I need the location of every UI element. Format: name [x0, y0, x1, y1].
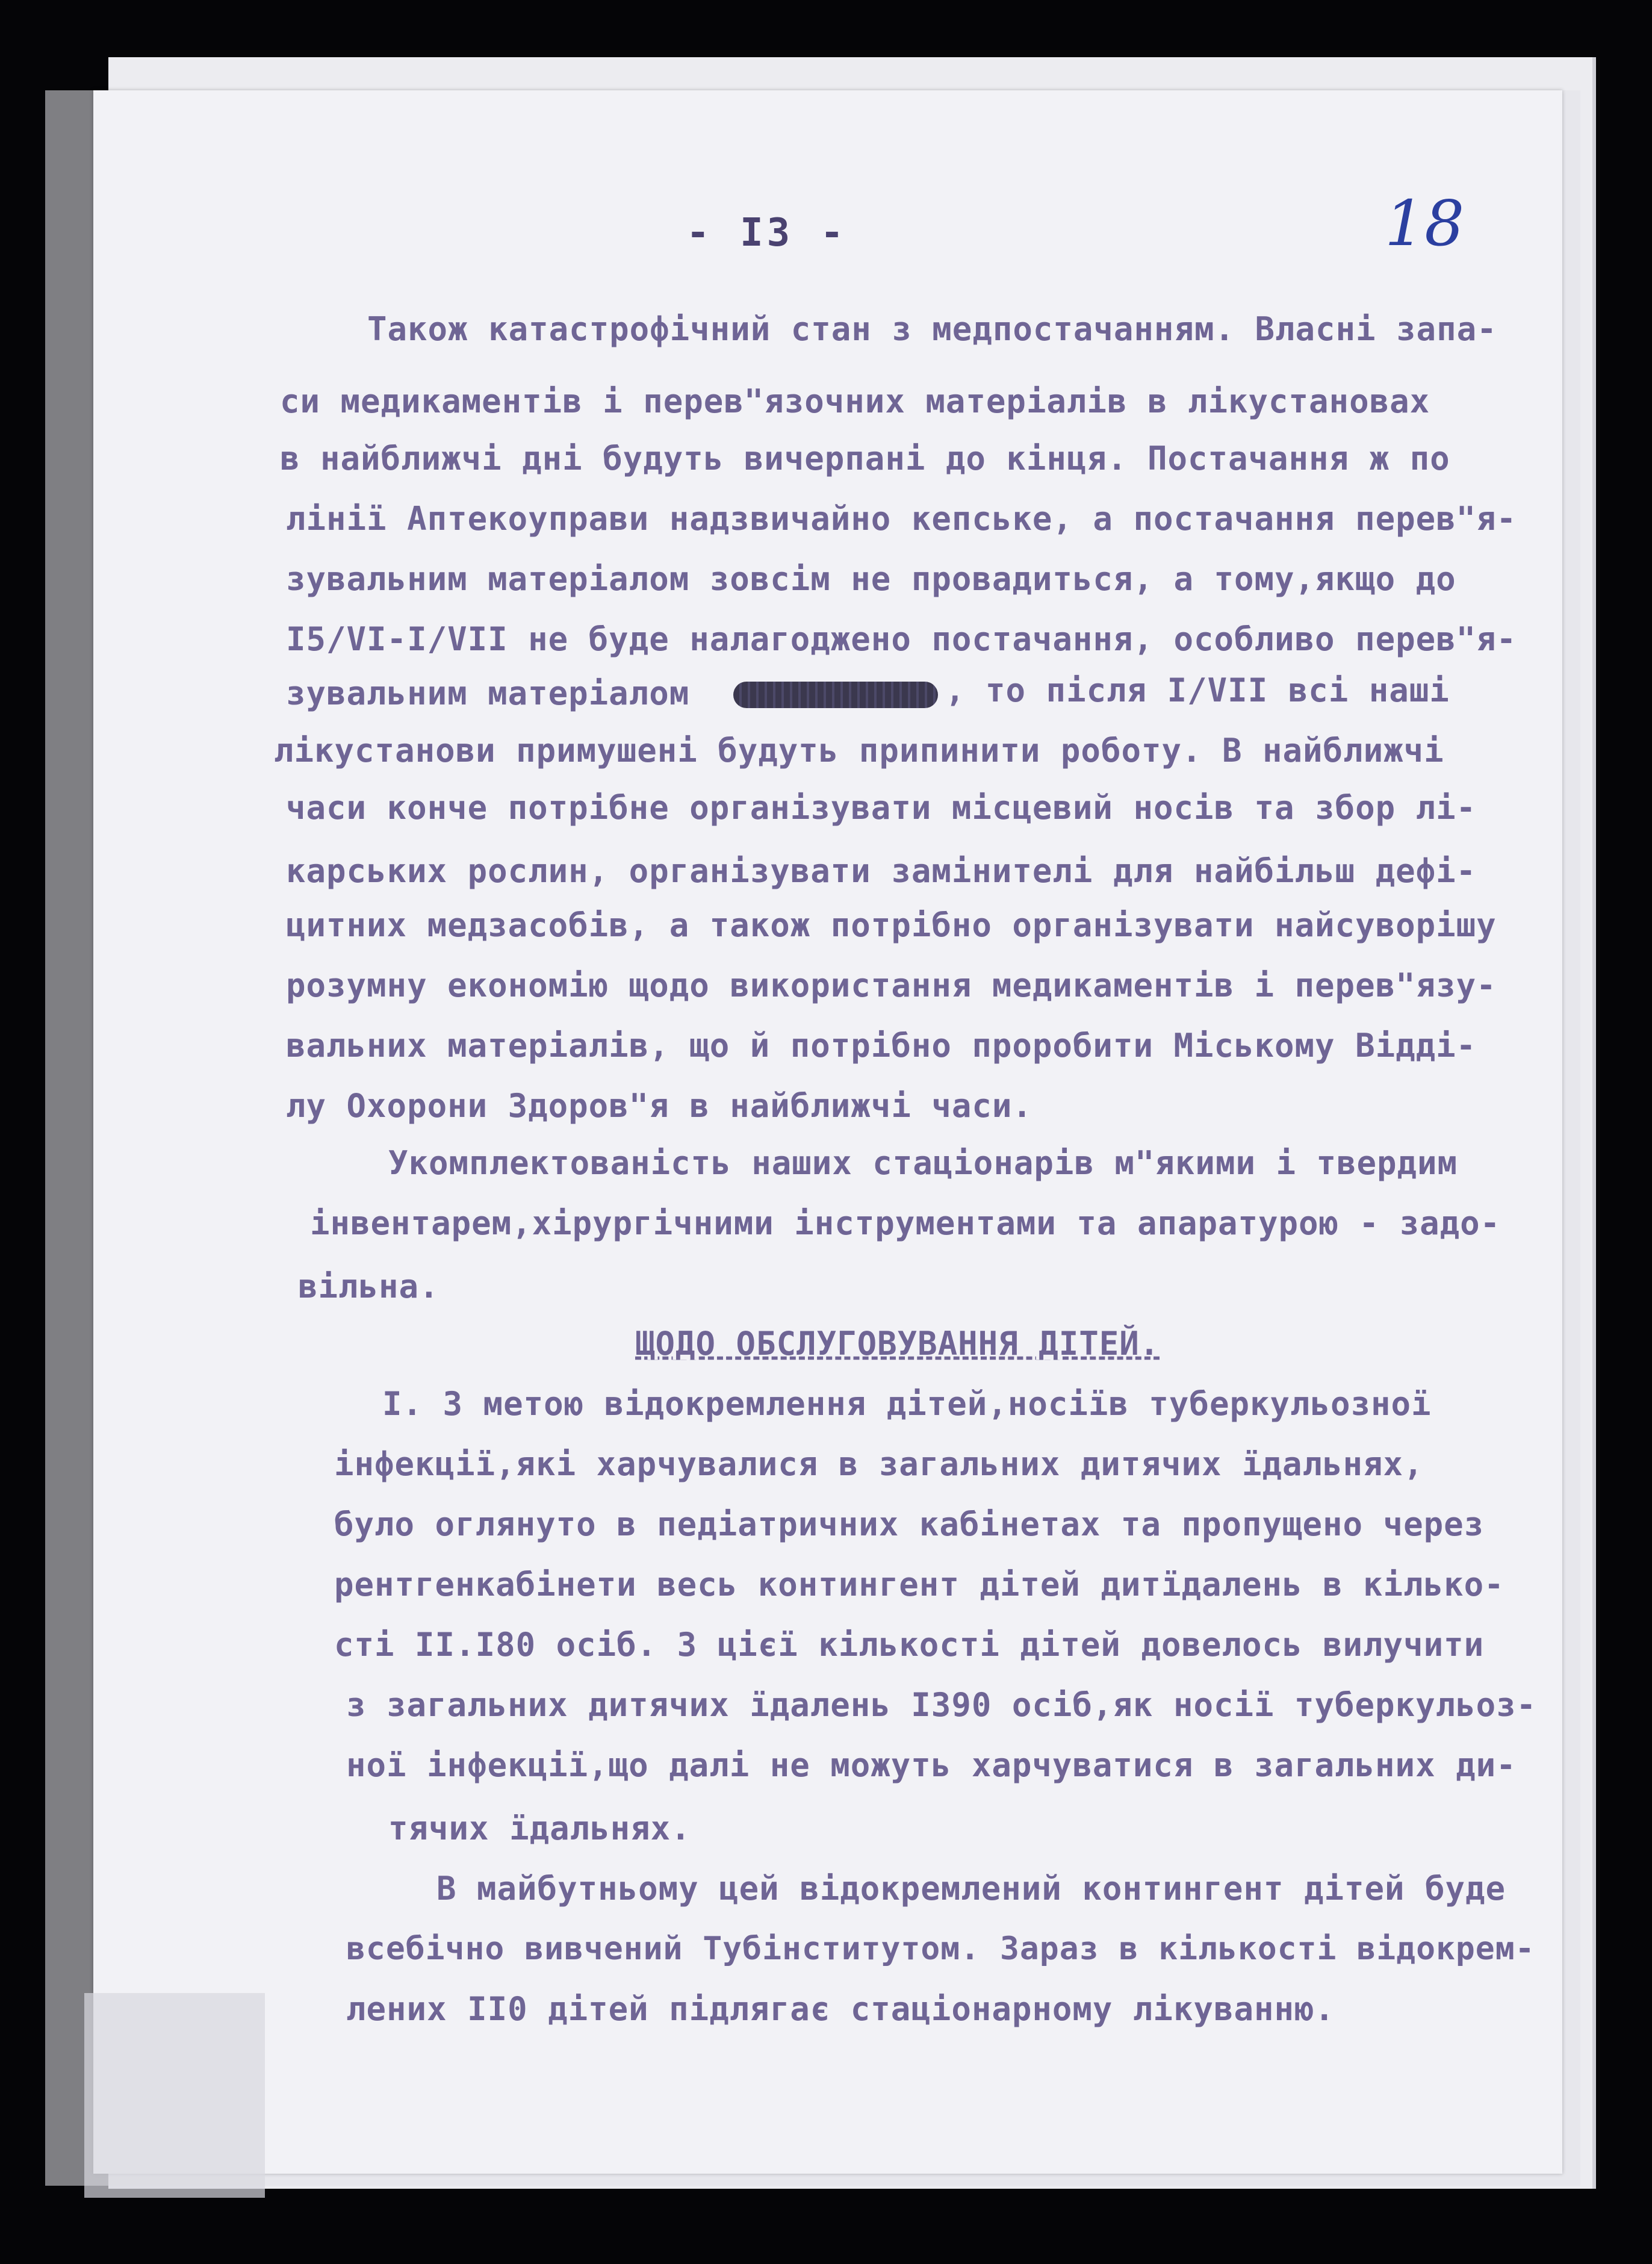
text-line: лених II0 дітей підлягає стаціонарному лікуванню. [346, 1990, 1335, 2028]
text-line: рентгенкабінети весь контингент дітей дитїдалень в кількo- [334, 1566, 1504, 1603]
text-line: ної інфекції,що далі не можуть харчуватися в загальних ди- [346, 1746, 1517, 1784]
text-line: I5/VI-I/VII не буде налагоджено постачання, особливо перев"я- [286, 620, 1517, 658]
text-line: було оглянуто в педіатричних кабінетах та пропущено через [334, 1505, 1485, 1543]
text-line: , то після I/VII всі наші [945, 671, 1450, 709]
text-line: з загальних дитячих їдалень I390 осіб,як носії туберкульоз- [346, 1686, 1537, 1724]
redacted-word [733, 682, 938, 708]
paper-edge-fragment [84, 1993, 265, 2198]
text-line: зувальним матеріалом [286, 674, 690, 712]
text-line: тячих їдальнях. [388, 1809, 691, 1847]
text-line: си медикаментів і перев"язочних матеріалів в лікустановах [280, 382, 1430, 420]
text-line: цитних медзасобів, а також потрібно організувати найсуворішу [286, 906, 1497, 944]
text-line: інфекції,які харчувалися в загальних дитячих їдальнях, [334, 1445, 1424, 1483]
text-line: карських рослин, організувати замінителі для найбільш дефі- [286, 852, 1477, 890]
page-number: - I3 - [686, 211, 848, 255]
text-line: інвентарем,хірургічними інструментами та апаратурою - задо- [310, 1204, 1501, 1242]
text-line: вільна. [298, 1267, 439, 1305]
text-line: лікустанови примушені будуть припинити роботу. В найближчі [274, 732, 1444, 770]
section-heading: ЩОДО ОБСЛУГОВУВАННЯ ДІТЕЙ. [635, 1325, 1160, 1363]
text-line: часи конче потрібне організувати місцевий носів та збор лі- [286, 789, 1477, 827]
text-line: В майбутньому цей відокремлений контингент дітей буде [436, 1870, 1506, 1908]
text-line: Також катастрофічний стан з медпостачанням. Власні запа- [367, 310, 1497, 348]
text-line: зувальним матеріалом зовсім не провадиться, а тому,якщо до [286, 560, 1456, 598]
text-line: розумну економію щодо використання медикаментів і перев"язу- [286, 966, 1497, 1004]
text-line: сті II.I80 осіб. З цієї кількості дітей довелось вилучити [334, 1626, 1485, 1664]
text-line: вальних матеріалів, що й потрібно проробити Міському Відді- [286, 1027, 1477, 1065]
text-line: всебічно вивчений Тубінститутом. Зараз в кількості відокрем- [346, 1930, 1535, 1967]
text-line: лінії Аптекоуправи надзвичайно кепське, а постачання перев"я- [286, 500, 1517, 538]
text-line: Укомплектованість наших стаціонарів м"якими і твердим [388, 1144, 1458, 1182]
text-line: в найближчі дні будуть вичерпані до кінця. Постачання ж по [280, 440, 1450, 477]
text-line: лу Охорони Здоров"я в найближчі часи. [286, 1087, 1032, 1125]
text-line: I. З метою відокремлення дітей,носіїв туберкульозної [382, 1385, 1432, 1423]
handwritten-folio-number: 18 [1385, 187, 1465, 260]
